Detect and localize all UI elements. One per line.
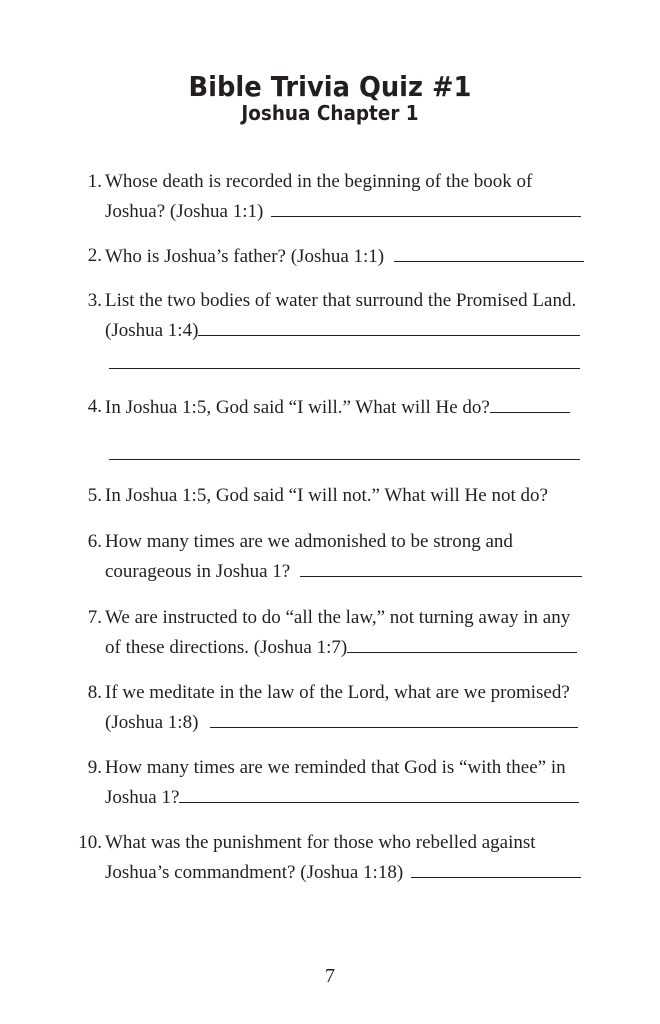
question-number: 4. (87, 396, 102, 417)
question-9 (60, 753, 600, 811)
question-text: In Joshua 1:5, God said “I will.” What will He do? (105, 397, 490, 418)
question-number: 3. (87, 290, 102, 311)
question-text-continued: courageous in Joshua 1? (105, 561, 291, 582)
answer-blank[interactable] (300, 556, 582, 577)
question-text: Whose death is recorded in the beginning of the book of (105, 171, 533, 192)
question-3 (60, 286, 600, 344)
question-text: How many times are we reminded that God is “with thee” in (105, 757, 566, 778)
answer-line[interactable] (109, 459, 580, 460)
question-text-continued: (Joshua 1:4) (105, 320, 199, 341)
question-number: 7. (87, 607, 102, 628)
question-10 (60, 828, 600, 886)
question-2 (60, 241, 600, 270)
answer-blank[interactable] (179, 782, 579, 803)
answer-blank[interactable] (347, 632, 577, 653)
answer-line[interactable] (109, 368, 580, 369)
question-text: If we meditate in the law of the Lord, what are we promised? (105, 682, 570, 703)
question-number: 9. (87, 757, 102, 778)
question-7 (60, 603, 600, 661)
answer-blank[interactable] (411, 857, 581, 878)
question-4 (60, 392, 600, 421)
question-text-continued: Joshua’s commandment? (Joshua 1:18) (105, 862, 404, 883)
question-8 (60, 678, 600, 736)
answer-blank[interactable] (271, 196, 581, 217)
answer-blank[interactable] (198, 315, 580, 336)
answer-blank[interactable] (490, 392, 570, 413)
question-text: What was the punishment for those who rebelled against (105, 832, 536, 853)
page-subtitle: Joshua Chapter 1 (241, 101, 419, 125)
question-number: 10. (78, 832, 102, 853)
page-number: 7 (325, 965, 335, 987)
question-text-continued: Joshua 1? (105, 787, 180, 808)
question-number: 6. (87, 531, 102, 552)
page-title: Bible Trivia Quiz #1 (188, 70, 472, 103)
question-number: 8. (87, 682, 102, 703)
question-text-continued: of these directions. (Joshua 1:7) (105, 637, 348, 658)
answer-blank[interactable] (394, 241, 584, 262)
question-text: We are instructed to do “all the law,” not turning away in any (105, 607, 571, 628)
question-text: List the two bodies of water that surround the Promised Land. (105, 290, 577, 311)
question-5 (60, 481, 600, 510)
question-number: 1. (87, 171, 102, 192)
question-number: 5. (87, 485, 102, 506)
question-text: Who is Joshua’s father? (Joshua 1:1) (105, 246, 385, 267)
answer-blank[interactable] (210, 707, 578, 728)
question-text-continued: Joshua? (Joshua 1:1) (105, 201, 264, 222)
question-number: 2. (87, 245, 102, 266)
question-1 (60, 167, 600, 225)
question-text: How many times are we admonished to be strong and (105, 531, 513, 552)
question-6 (60, 527, 600, 585)
question-text-continued: (Joshua 1:8) (105, 712, 199, 733)
question-text: In Joshua 1:5, God said “I will not.” What will He not do? (105, 485, 548, 506)
